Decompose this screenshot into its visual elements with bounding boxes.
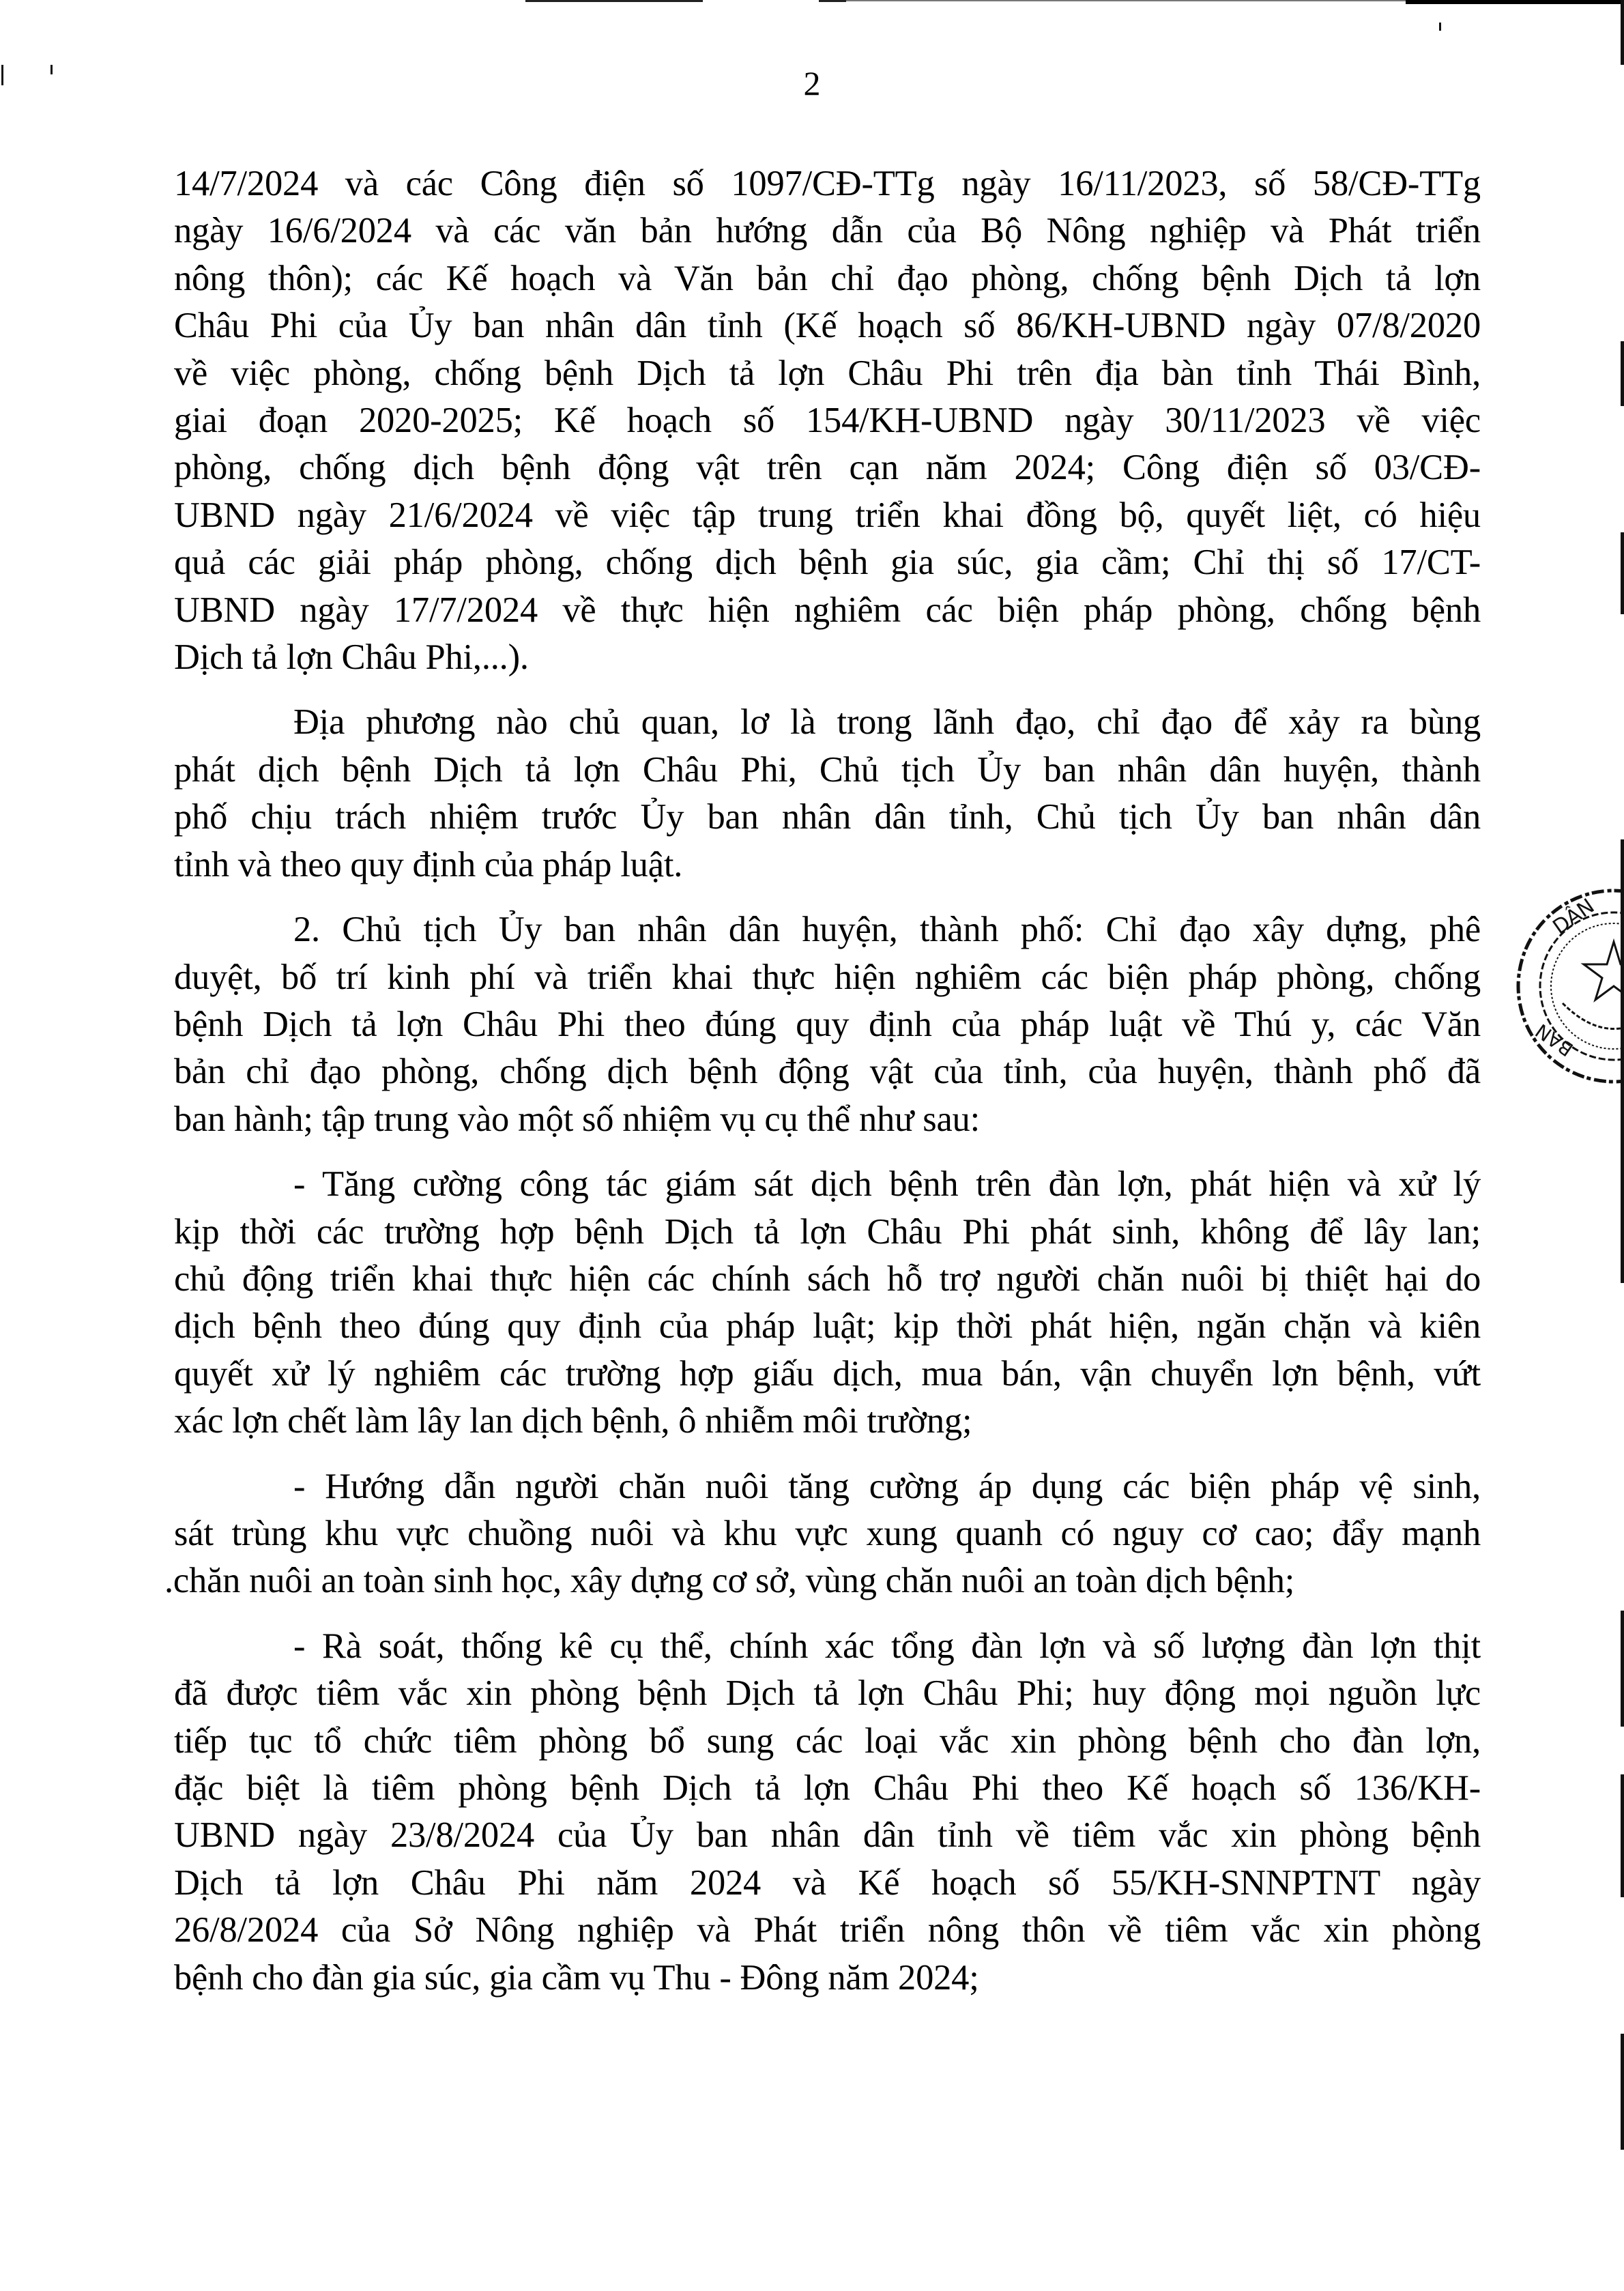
text-line: giai đoạn 2020-2025; Kế hoạch số 154/KH-UBND ngày 30/11/2023 về việc (174, 401, 1481, 441)
text-line: - Hướng dẫn người chăn nuôi tăng cường áp dụng các biện pháp vệ sinh, (293, 1466, 1481, 1506)
text-line: Dịch tả lợn Châu Phi,...). (174, 637, 529, 678)
text-line: phát dịch bệnh Dịch tả lợn Châu Phi, Chủ tịch Ủy ban nhân dân huyện, thành (174, 749, 1481, 790)
text-line: bản chỉ đạo phòng, chống dịch bệnh động vật của tỉnh, của huyện, thành phố đã (174, 1052, 1481, 1092)
paragraph-task-vaccination (174, 1623, 1481, 2002)
scan-artifact-line (846, 0, 1406, 1)
text-line: kịp thời các trường hợp bệnh Dịch tả lợn Châu Phi phát sinh, không để lây lan; (174, 1211, 1481, 1252)
paragraph-item-2 (174, 906, 1481, 1143)
text-line: - Rà soát, thống kê cụ thể, chính xác tổng đàn lợn và số lượng đàn lợn thịt (293, 1626, 1481, 1666)
scan-artifact-line (1621, 0, 1624, 65)
text-line: UBND ngày 21/6/2024 về việc tập trung triển khai đồng bộ, quyết liệt, có hiệu (174, 495, 1481, 535)
text-line: quả các giải pháp phòng, chống dịch bệnh gia súc, gia cầm; Chỉ thị số 17/CT- (174, 543, 1481, 583)
scan-artifact-line (1621, 1774, 1624, 1897)
text-line: dịch bệnh theo đúng quy định của pháp luật; kịp thời phát hiện, ngăn chặn và kiên (174, 1306, 1481, 1346)
text-line: xác lợn chết làm lây lan dịch bệnh, ô nhiễm môi trường; (174, 1401, 972, 1441)
text-line: quyết xử lý nghiêm các trường hợp giấu dịch, mua bán, vận chuyển lợn bệnh, vứt (174, 1353, 1481, 1394)
text-line: tiếp tục tổ chức tiêm phòng bổ sung các loại vắc xin phòng bệnh cho đàn lợn, (174, 1720, 1481, 1761)
scan-artifact-line (1621, 341, 1624, 406)
text-line: ngày 16/6/2024 và các văn bản hướng dẫn của Bộ Nông nghiệp và Phát triển (174, 211, 1481, 251)
text-line: UBND ngày 23/8/2024 của Ủy ban nhân dân tỉnh về tiêm vắc xin phòng bệnh (174, 1815, 1481, 1856)
scan-artifact-line (1621, 532, 1624, 614)
text-line: về việc phòng, chống bệnh Dịch tả lợn Châu Phi trên địa bàn tỉnh Thái Bình, (174, 353, 1481, 393)
text-line: bệnh cho đàn gia súc, gia cầm vụ Thu - Đông năm 2024; (174, 1957, 979, 1998)
document-body (164, 160, 1481, 2002)
text-line: 26/8/2024 của Sở Nông nghiệp và Phát triển nông thôn về tiêm vắc xin phòng (174, 1910, 1481, 1950)
text-line: phòng, chống dịch bệnh động vật trên cạn năm 2024; Công điện số 03/CĐ- (174, 448, 1481, 488)
text-line: bệnh Dịch tả lợn Châu Phi theo đúng quy định của pháp luật về Thú y, các Văn (174, 1004, 1481, 1044)
paragraph-task-surveillance (174, 1161, 1481, 1445)
paragraph-responsibility (174, 699, 1481, 889)
scan-artifact-line (819, 0, 846, 2)
text-line: Dịch tả lợn Châu Phi năm 2024 và Kế hoạch số 55/KH-SNNPTNT ngày (174, 1862, 1481, 1903)
text-line: - Tăng cường công tác giám sát dịch bệnh trên đàn lợn, phát hiện và xử lý (293, 1164, 1481, 1205)
text-line: Châu Phi của Ủy ban nhân dân tỉnh (Kế hoạch số 86/KH-UBND ngày 07/8/2020 (174, 306, 1481, 346)
text-line: chủ động triển khai thực hiện các chính sách hỗ trợ người chăn nuôi bị thiệt hại do (174, 1258, 1481, 1299)
paragraph-continuation (174, 160, 1481, 681)
scan-artifact-line (525, 0, 703, 2)
scan-edge-right (1620, 0, 1624, 2291)
text-line: 2. Chủ tịch Ủy ban nhân dân huyện, thành phố: Chỉ đạo xây dựng, phê (293, 910, 1481, 950)
paragraph-task-hygiene (164, 1463, 1481, 1605)
text-line: phố chịu trách nhiệm trước Ủy ban nhân dân tỉnh, Chủ tịch Ủy ban nhân dân (174, 797, 1481, 837)
text-line: đã được tiêm vắc xin phòng bệnh Dịch tả lợn Châu Phi; huy động mọi nguồn lực (174, 1673, 1481, 1714)
text-line: tỉnh và theo quy định của pháp luật. (174, 844, 683, 884)
text-line: duyệt, bố trí kinh phí và triển khai thực hiện nghiêm các biện pháp phòng, chống (174, 957, 1481, 997)
text-line: Địa phương nào chủ quan, lơ là trong lãnh đạo, chỉ đạo để xảy ra bùng (293, 702, 1481, 743)
text-line: đặc biệt là tiêm phòng bệnh Dịch tả lợn Châu Phi theo Kế hoạch số 136/KH- (174, 1768, 1481, 1808)
text-line: ban hành; tập trung vào một số nhiệm vụ cụ thể như sau: (174, 1099, 980, 1139)
scan-artifact-mark (1439, 23, 1441, 31)
seal-text-bottom: BAN (1531, 1019, 1578, 1061)
text-line: nông thôn); các Kế hoạch và Văn bản chỉ đạo phòng, chống bệnh Dịch tả lợn (174, 258, 1481, 298)
scan-artifact-line (1621, 1611, 1624, 1727)
text-line: sát trùng khu vực chuồng nuôi và khu vực xung quanh có nguy cơ cao; đẩy mạnh (174, 1513, 1481, 1553)
text-line: .chăn nuôi an toàn sinh học, xây dựng cơ sở, vùng chăn nuôi an toàn dịch bệnh; (164, 1561, 1295, 1601)
scan-artifact-line (1406, 0, 1624, 4)
text-line: UBND ngày 17/7/2024 về thực hiện nghiêm các biện pháp phòng, chống bệnh (174, 590, 1481, 630)
official-seal-stamp (1511, 884, 1624, 1089)
scan-artifact-line (1621, 2034, 1624, 2150)
scan-edge-top (0, 0, 1624, 4)
star-emblem-icon (1584, 942, 1624, 1000)
seal-text-top: DÂN (1548, 894, 1599, 940)
text-line: 14/7/2024 và các Công điện số 1097/CĐ-TTg ngày 16/11/2023, số 58/CĐ-TTg (174, 164, 1481, 203)
page-number: 2 (803, 64, 821, 102)
